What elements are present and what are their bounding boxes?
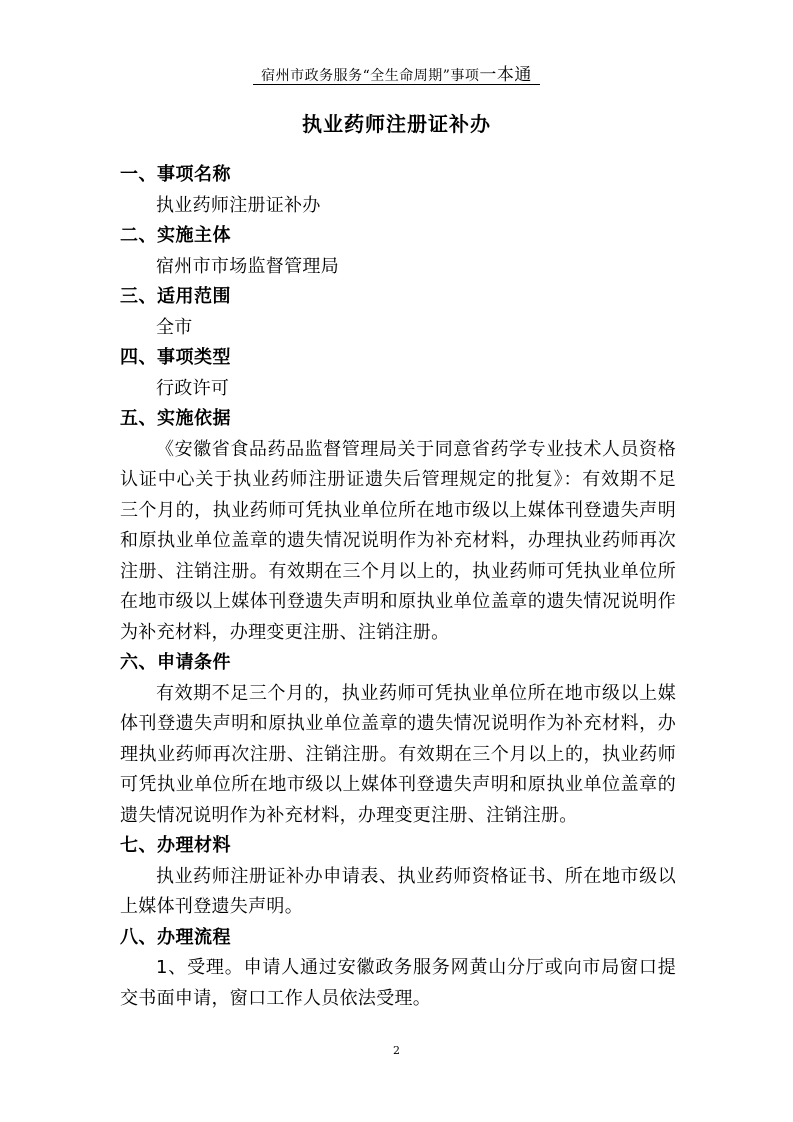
section-heading: 八、办理流程 <box>120 926 231 948</box>
section-text: 全市 <box>156 316 193 338</box>
document-body <box>120 160 676 1014</box>
section-text: 有效期不足三个月的，执业药师可凭执业单位所在地市级以上媒体刊登遗失声明和原执业单位盖章的遗失情况说明作为补充材料，办理执业药师再次注册、注销注册。有效期在三个月以上的，执业药师可凭执业单位所在地市级以上媒体刊登遗失声明和原执业单位盖章的遗失情况说明作为补充材料，办理变更注册、注销注册。 <box>120 682 676 826</box>
section-materials <box>120 831 676 923</box>
section-heading: 六、申请条件 <box>120 652 231 673</box>
section-heading: 二、实施主体 <box>120 225 231 246</box>
section-item-name <box>120 160 676 221</box>
section-text: 执业药师注册证补办申请表、执业药师资格证书、所在地市级以上媒体刊登遗失声明。 <box>120 865 676 917</box>
section-conditions <box>120 648 676 831</box>
header-text-large: 一本通 <box>479 65 532 85</box>
section-implementing-body <box>120 221 676 282</box>
section-text: 执业药师注册证补办 <box>156 194 321 216</box>
section-item-type <box>120 343 676 404</box>
section-heading: 七、办理材料 <box>120 835 231 856</box>
section-heading: 四、事项类型 <box>120 347 231 368</box>
section-text: 宿州市市场监督管理局 <box>156 255 339 277</box>
section-process <box>120 923 676 1015</box>
section-legal-basis <box>120 404 676 648</box>
running-header <box>0 60 793 85</box>
section-text: 行政许可 <box>156 377 230 399</box>
document-title: 执业药师注册证补办 <box>302 112 491 136</box>
section-text: 《安徽省食品药品监督管理局关于同意省药学专业技术人员资格认证中心关于执业药师注册证遗失后管理规定的批复》：有效期不足三个月的，执业药师可凭执业单位所在地市级以上媒体刊登遗失声明和原执业单位盖章的遗失情况说明作为补充材料，办理执业药师再次注册、注销注册。有效期在三个月以上的，执业药师可凭执业单位所在地市级以上媒体刊登遗失声明和原执业单位盖章的遗失情况说明作为补充材料，办理变更注册、注销注册。 <box>120 438 676 643</box>
page-number: 2 <box>393 1044 400 1057</box>
section-heading: 五、实施依据 <box>120 408 231 429</box>
section-heading: 三、适用范围 <box>120 286 231 307</box>
header-text: 宿州市政务服务“全生命周期”事项 <box>261 68 480 84</box>
section-scope <box>120 282 676 343</box>
section-text: 1、受理。申请人通过安徽政务服务网黄山分厅或向市局窗口提交书面申请，窗口工作人员依法受理。 <box>120 957 676 1009</box>
section-heading: 一、事项名称 <box>120 164 231 185</box>
header-underline <box>253 84 540 85</box>
